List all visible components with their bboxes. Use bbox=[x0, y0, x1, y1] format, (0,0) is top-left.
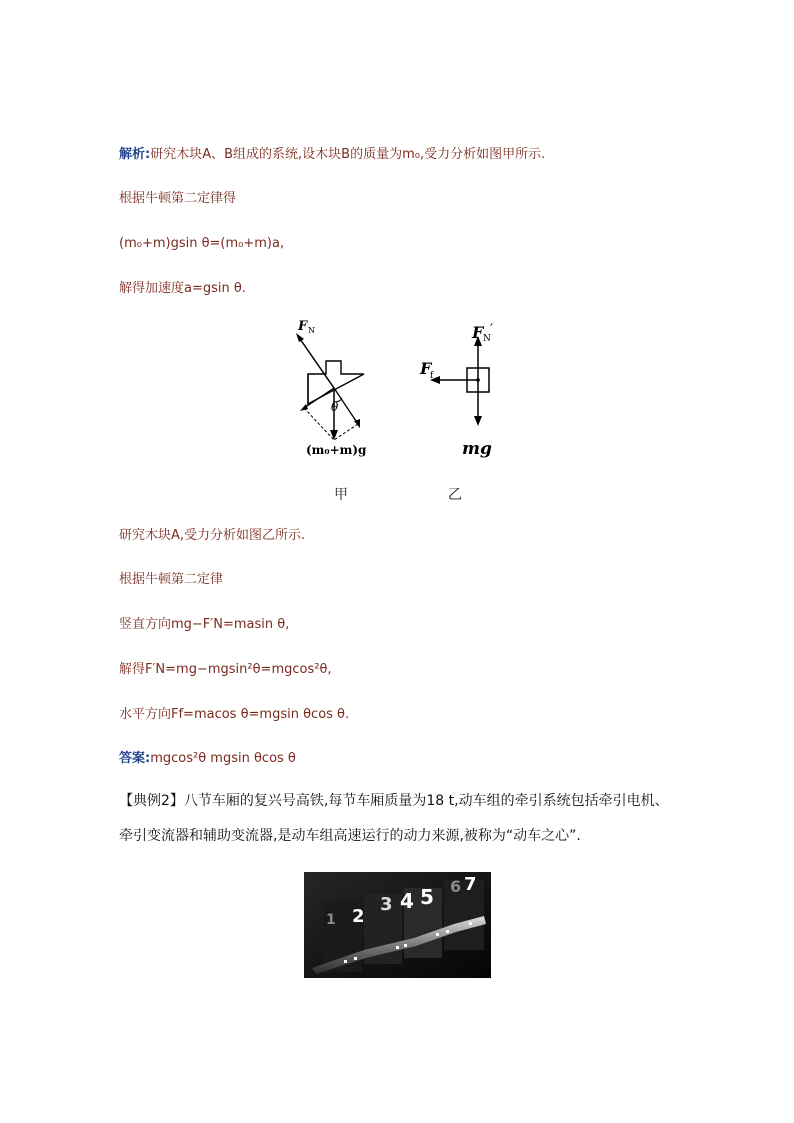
car-number-6: 6 bbox=[450, 877, 462, 896]
train-illustration bbox=[304, 872, 491, 978]
label-fn-jia: F bbox=[298, 319, 308, 334]
label-ff: F bbox=[420, 359, 432, 378]
answer-text: mgcos²θ mgsin θcos θ bbox=[150, 751, 296, 766]
analysis-line-8: 解得F′N=mg−mgsin²θ=mgcos²θ, bbox=[119, 662, 332, 677]
car-number-7: 7 bbox=[464, 874, 477, 895]
force-diagram-yi bbox=[416, 316, 516, 461]
label-ff-sub: f bbox=[430, 371, 434, 381]
answer-line bbox=[119, 750, 296, 768]
analysis-line-7: 竖直方向mg−F′N=masin θ, bbox=[119, 617, 290, 632]
analysis-line-4: 解得加速度a=gsin θ. bbox=[119, 281, 246, 296]
caption-yi: 乙 bbox=[448, 487, 462, 503]
analysis-line-6: 根据牛顿第二定律 bbox=[119, 572, 224, 587]
analysis-line-1 bbox=[119, 146, 545, 164]
label-fn-yi-sub: N bbox=[483, 334, 491, 344]
label-theta: θ bbox=[331, 400, 339, 414]
equation-line-3: (m₀+m)gsin θ=(m₀+m)a, bbox=[119, 236, 285, 251]
analysis-label: 解析: bbox=[119, 147, 151, 162]
caption-jia: 甲 bbox=[334, 487, 348, 503]
analysis-line-2: 根据牛顿第二定律得 bbox=[119, 191, 237, 206]
force-diagram-jia bbox=[286, 316, 386, 461]
label-fn-yi-prime: ′ bbox=[490, 322, 494, 338]
train-photo bbox=[304, 872, 491, 978]
car-number-4: 4 bbox=[400, 889, 414, 913]
answer-label: 答案: bbox=[119, 751, 151, 766]
car-number-3: 3 bbox=[380, 894, 393, 915]
example-line-2: 牵引变流器和辅助变流器,是动车组高速运行的动力来源,被称为“动车之心”. bbox=[119, 828, 581, 844]
analysis-line-9: 水平方向Ff=macos θ=mgsin θcos θ. bbox=[119, 707, 350, 722]
car-number-1: 1 bbox=[326, 912, 336, 928]
example-label: 【典例2】 bbox=[119, 793, 184, 809]
example-line-1 bbox=[119, 792, 669, 810]
label-fn-jia-sub: N bbox=[308, 326, 315, 335]
label-fn-yi: F bbox=[472, 323, 484, 342]
car-number-2: 2 bbox=[352, 906, 365, 927]
car-number-5: 5 bbox=[420, 885, 434, 909]
label-mg: mg bbox=[462, 439, 492, 459]
example-text-1: 八节车厢的复兴号高铁,每节车厢质量为18 t,动车组的牵引系统包括牵引电机、 bbox=[183, 793, 669, 809]
label-weight: (m₀+m)g bbox=[306, 443, 367, 457]
analysis-text-1: 研究木块A、B组成的系统,设木块B的质量为m₀,受力分析如图甲所示. bbox=[150, 147, 546, 162]
analysis-line-5: 研究木块A,受力分析如图乙所示. bbox=[119, 528, 306, 543]
